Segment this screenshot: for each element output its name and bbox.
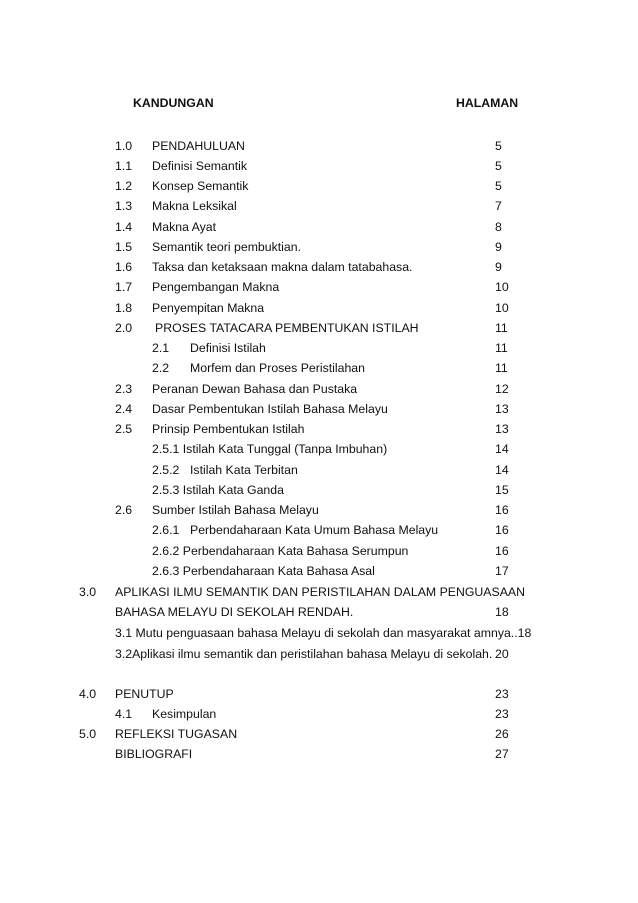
toc-page: 5	[495, 179, 502, 193]
toc-number: 4.1	[115, 707, 133, 721]
toc-page: 16	[495, 523, 509, 537]
toc-title: Konsep Semantik	[152, 179, 249, 193]
toc-page: 23	[495, 687, 509, 701]
toc-number: 1.4	[115, 220, 133, 234]
toc-number: 2.2	[152, 361, 170, 375]
toc-title: Semantik teori pembuktian.	[152, 240, 302, 254]
toc-title: 3.1 Mutu penguasaan bahasa Melayu di sekolah dan masyarakat amnya..18	[115, 626, 532, 640]
toc-page: 9	[495, 240, 502, 254]
toc-title: 2.6.3 Perbendaharaan Kata Bahasa Asal	[152, 564, 375, 578]
toc-page: 5	[495, 159, 502, 173]
toc-title: Makna Leksikal	[152, 199, 237, 213]
toc-number: 3.0	[79, 585, 97, 599]
toc-number: 1.2	[115, 179, 133, 193]
toc-title: 2.6.2 Perbendaharaan Kata Bahasa Serumpun	[152, 544, 409, 558]
toc-title: REFLEKSI TUGASAN	[115, 727, 238, 741]
toc-title: Penyempitan Makna	[152, 301, 265, 315]
toc-title: Kesimpulan	[152, 707, 217, 721]
toc-page: 11	[495, 341, 508, 355]
toc-page: 10	[495, 301, 509, 315]
toc-title: Morfem dan Proses Peristilahan	[190, 361, 365, 375]
toc-number: 1.0	[115, 139, 133, 153]
toc-page: 13	[495, 422, 509, 436]
toc-page: 10	[495, 280, 509, 294]
toc-number: 1.7	[115, 280, 133, 294]
page-column-heading: HALAMAN	[456, 96, 519, 110]
toc-page: 26	[495, 727, 509, 741]
toc-number: 1.6	[115, 260, 133, 274]
toc-number: 1.8	[115, 301, 133, 315]
toc-number: 2.0	[115, 321, 133, 335]
toc-page: 7	[495, 199, 502, 213]
toc-title: Dasar Pembentukan Istilah Bahasa Melayu	[152, 402, 388, 416]
toc-page: 16	[495, 544, 509, 558]
toc-title: 2.5.3 Istilah Kata Ganda	[152, 483, 284, 497]
toc-number: 2.6.1	[152, 523, 180, 537]
toc-number: 1.1	[115, 159, 133, 173]
toc-number: 2.1	[152, 341, 170, 355]
toc-page: 13	[495, 402, 509, 416]
toc-title: PENDAHULUAN	[152, 139, 245, 153]
toc-title: Definisi Istilah	[190, 341, 266, 355]
toc-number: 2.5.2	[152, 463, 180, 477]
toc-title: Pengembangan Makna	[152, 280, 280, 294]
toc-page: 11	[495, 321, 508, 335]
toc-number: 4.0	[79, 687, 97, 701]
toc-title: Makna Ayat	[152, 220, 217, 234]
toc-title: Taksa dan ketaksaan makna dalam tatabahasa.	[152, 260, 413, 274]
toc-title: Peranan Dewan Bahasa dan Pustaka	[152, 382, 358, 396]
toc-title: Perbendaharaan Kata Umum Bahasa Melayu	[190, 523, 439, 537]
toc-page: 9	[495, 260, 502, 274]
toc-page: 12	[495, 382, 509, 396]
toc-title: Istilah Kata Terbitan	[190, 463, 298, 477]
toc-number: 2.5	[115, 422, 133, 436]
toc-page: 14	[495, 442, 509, 456]
toc-title: 2.5.1 Istilah Kata Tunggal (Tanpa Imbuhan)	[152, 442, 388, 456]
toc-page: 15	[495, 483, 509, 497]
toc-page: 8	[495, 220, 502, 234]
toc-number: 2.6	[115, 503, 133, 517]
toc-title: APLIKASI ILMU SEMANTIK DAN PERISTILAHAN DALAM PENGUASAAN	[115, 585, 526, 599]
toc-page: 23	[495, 707, 509, 721]
toc-title: BAHASA MELAYU DI SEKOLAH RENDAH.	[115, 605, 354, 619]
toc-title: PENUTUP	[115, 687, 174, 701]
toc-page: 5	[495, 139, 502, 153]
toc-page: 27	[495, 747, 509, 761]
contents-heading: KANDUNGAN	[133, 96, 214, 110]
toc-number: 5.0	[79, 727, 97, 741]
toc-number: 2.3	[115, 382, 133, 396]
toc-title: BIBLIOGRAFI	[115, 747, 193, 761]
toc-title: Definisi Semantik	[152, 159, 247, 173]
toc-number: 1.5	[115, 240, 133, 254]
toc-page: 14	[495, 463, 509, 477]
toc-title: 3.2Aplikasi ilmu semantik dan peristilahan bahasa Melayu di sekolah.	[115, 647, 493, 661]
toc-page: 16	[495, 503, 509, 517]
toc-title: Sumber Istilah Bahasa Melayu	[152, 503, 319, 517]
toc-title: Prinsip Pembentukan Istilah	[152, 422, 305, 436]
toc-number: 1.3	[115, 199, 133, 213]
toc-page: 11	[495, 361, 508, 375]
toc-page: 18	[495, 605, 509, 619]
toc-page: 17	[495, 564, 509, 578]
toc-title: PROSES TATACARA PEMBENTUKAN ISTILAH	[155, 321, 419, 335]
toc-number: 2.4	[115, 402, 133, 416]
toc-page: 20	[495, 647, 509, 661]
